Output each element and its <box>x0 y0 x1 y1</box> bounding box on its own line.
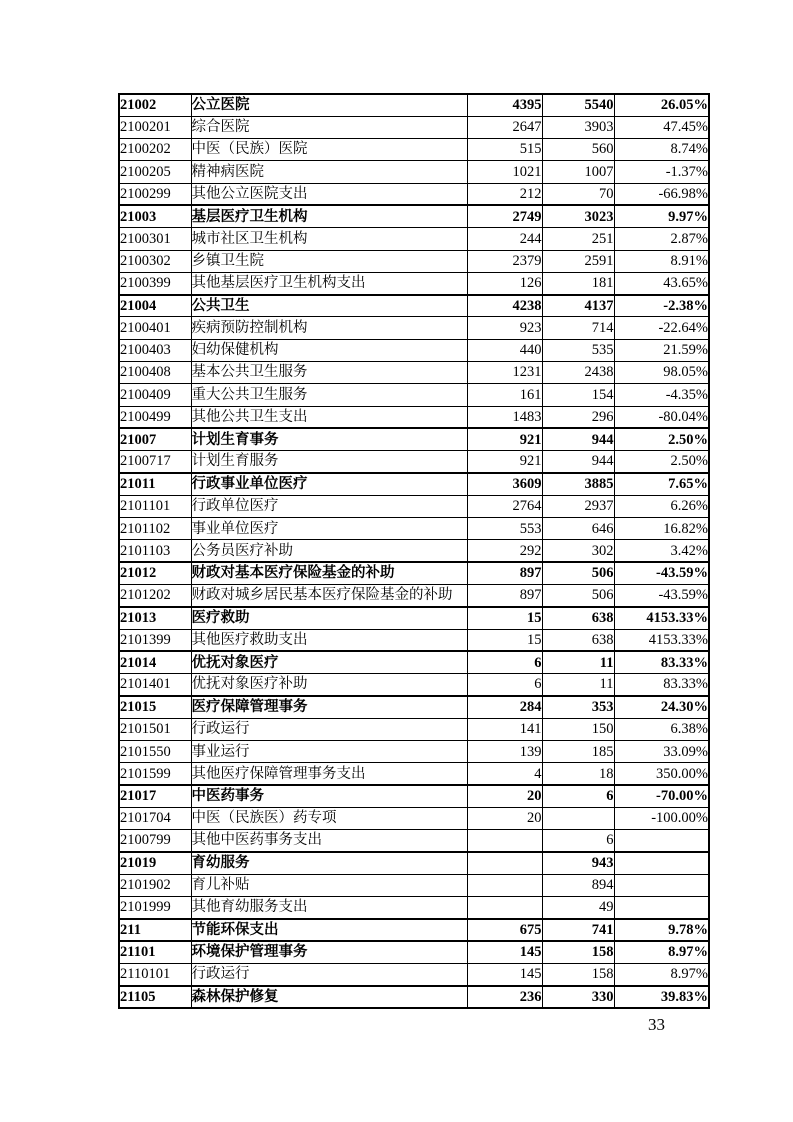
value-curr-cell: 296 <box>542 406 614 428</box>
value-prev-cell: 553 <box>467 518 542 540</box>
table-row <box>119 785 709 807</box>
value-curr-cell <box>542 808 614 830</box>
value-prev-cell: 515 <box>467 139 542 161</box>
value-curr-cell: 646 <box>542 518 614 540</box>
name-cell: 其他育幼服务支出 <box>191 897 467 919</box>
table-row <box>119 183 709 205</box>
change-pct-cell <box>614 852 709 874</box>
code-cell: 2101102 <box>119 518 191 540</box>
code-cell: 21003 <box>119 205 191 227</box>
value-curr-cell: 3903 <box>542 116 614 138</box>
table-row <box>119 585 709 607</box>
value-curr-cell: 11 <box>542 674 614 696</box>
table-row <box>119 161 709 183</box>
code-cell: 2100299 <box>119 183 191 205</box>
change-pct-cell: -70.00% <box>614 785 709 807</box>
name-cell: 精神病医院 <box>191 161 467 183</box>
name-cell: 森林保护修复 <box>191 986 467 1008</box>
value-prev-cell: 284 <box>467 696 542 718</box>
value-prev-cell: 4395 <box>467 94 542 116</box>
value-curr-cell: 330 <box>542 986 614 1008</box>
value-curr-cell: 894 <box>542 874 614 896</box>
budget-table <box>118 93 710 1009</box>
value-curr-cell: 353 <box>542 696 614 718</box>
name-cell: 城市社区卫生机构 <box>191 228 467 250</box>
table-row <box>119 674 709 696</box>
code-cell: 2100202 <box>119 139 191 161</box>
code-cell: 2100499 <box>119 406 191 428</box>
change-pct-cell: 6.26% <box>614 495 709 517</box>
code-cell: 2101550 <box>119 741 191 763</box>
value-curr-cell: 158 <box>542 964 614 986</box>
change-pct-cell: 9.78% <box>614 919 709 941</box>
value-curr-cell: 2438 <box>542 362 614 384</box>
value-prev-cell: 145 <box>467 964 542 986</box>
change-pct-cell: 21.59% <box>614 339 709 361</box>
table-row <box>119 473 709 495</box>
code-cell: 2100399 <box>119 272 191 294</box>
value-curr-cell: 251 <box>542 228 614 250</box>
value-curr-cell: 6 <box>542 830 614 852</box>
value-prev-cell: 6 <box>467 651 542 673</box>
name-cell: 基层医疗卫生机构 <box>191 205 467 227</box>
table-row <box>119 718 709 740</box>
code-cell: 21017 <box>119 785 191 807</box>
code-cell: 21011 <box>119 473 191 495</box>
change-pct-cell: 16.82% <box>614 518 709 540</box>
name-cell: 事业运行 <box>191 741 467 763</box>
table-row <box>119 228 709 250</box>
code-cell: 2100205 <box>119 161 191 183</box>
value-curr-cell: 3023 <box>542 205 614 227</box>
change-pct-cell: 43.65% <box>614 272 709 294</box>
value-prev-cell <box>467 897 542 919</box>
change-pct-cell: 83.33% <box>614 651 709 673</box>
code-cell: 2101101 <box>119 495 191 517</box>
value-prev-cell: 897 <box>467 585 542 607</box>
table-row <box>119 406 709 428</box>
name-cell: 妇幼保健机构 <box>191 339 467 361</box>
value-curr-cell: 150 <box>542 718 614 740</box>
code-cell: 2101401 <box>119 674 191 696</box>
value-prev-cell: 236 <box>467 986 542 1008</box>
code-cell: 2100401 <box>119 317 191 339</box>
change-pct-cell: 83.33% <box>614 674 709 696</box>
value-prev-cell: 145 <box>467 941 542 963</box>
value-curr-cell: 5540 <box>542 94 614 116</box>
table-row <box>119 250 709 272</box>
value-prev-cell: 921 <box>467 451 542 473</box>
value-prev-cell: 1231 <box>467 362 542 384</box>
value-prev-cell: 923 <box>467 317 542 339</box>
name-cell: 行政运行 <box>191 964 467 986</box>
change-pct-cell: 8.97% <box>614 941 709 963</box>
change-pct-cell: 350.00% <box>614 763 709 785</box>
change-pct-cell: 26.05% <box>614 94 709 116</box>
change-pct-cell: 24.30% <box>614 696 709 718</box>
code-cell: 2100409 <box>119 384 191 406</box>
table-row <box>119 295 709 317</box>
value-curr-cell: 2591 <box>542 250 614 272</box>
code-cell: 21013 <box>119 607 191 629</box>
change-pct-cell: 3.42% <box>614 540 709 562</box>
value-curr-cell: 154 <box>542 384 614 406</box>
change-pct-cell: 47.45% <box>614 116 709 138</box>
value-curr-cell: 181 <box>542 272 614 294</box>
change-pct-cell: 9.97% <box>614 205 709 227</box>
name-cell: 中医（民族）医院 <box>191 139 467 161</box>
name-cell: 优抚对象医疗补助 <box>191 674 467 696</box>
code-cell: 2100799 <box>119 830 191 852</box>
budget-table-body <box>119 94 709 1008</box>
name-cell: 事业单位医疗 <box>191 518 467 540</box>
change-pct-cell <box>614 830 709 852</box>
change-pct-cell: -100.00% <box>614 808 709 830</box>
change-pct-cell: -1.37% <box>614 161 709 183</box>
code-cell: 2101999 <box>119 897 191 919</box>
table-row <box>119 317 709 339</box>
change-pct-cell <box>614 874 709 896</box>
value-curr-cell: 741 <box>542 919 614 941</box>
table-row <box>119 629 709 651</box>
table-row <box>119 919 709 941</box>
value-prev-cell: 126 <box>467 272 542 294</box>
code-cell: 2101902 <box>119 874 191 896</box>
change-pct-cell: -22.64% <box>614 317 709 339</box>
change-pct-cell: -43.59% <box>614 562 709 584</box>
name-cell: 节能环保支出 <box>191 919 467 941</box>
code-cell: 2100717 <box>119 451 191 473</box>
value-curr-cell: 944 <box>542 428 614 450</box>
code-cell: 2101501 <box>119 718 191 740</box>
value-prev-cell: 2764 <box>467 495 542 517</box>
name-cell: 行政运行 <box>191 718 467 740</box>
change-pct-cell: -66.98% <box>614 183 709 205</box>
value-prev-cell <box>467 852 542 874</box>
value-prev-cell: 675 <box>467 919 542 941</box>
value-prev-cell: 1021 <box>467 161 542 183</box>
value-prev-cell: 161 <box>467 384 542 406</box>
code-cell: 2101103 <box>119 540 191 562</box>
change-pct-cell: 33.09% <box>614 741 709 763</box>
table-row <box>119 964 709 986</box>
table-row <box>119 428 709 450</box>
value-prev-cell: 20 <box>467 785 542 807</box>
code-cell: 21004 <box>119 295 191 317</box>
table-row <box>119 362 709 384</box>
change-pct-cell: 8.91% <box>614 250 709 272</box>
table-row <box>119 852 709 874</box>
name-cell: 医疗保障管理事务 <box>191 696 467 718</box>
value-prev-cell: 292 <box>467 540 542 562</box>
name-cell: 环境保护管理事务 <box>191 941 467 963</box>
value-curr-cell: 302 <box>542 540 614 562</box>
code-cell: 2100408 <box>119 362 191 384</box>
change-pct-cell: 4153.33% <box>614 629 709 651</box>
code-cell: 21101 <box>119 941 191 963</box>
change-pct-cell: -80.04% <box>614 406 709 428</box>
value-curr-cell: 4137 <box>542 295 614 317</box>
table-row <box>119 540 709 562</box>
value-prev-cell: 2749 <box>467 205 542 227</box>
table-row <box>119 941 709 963</box>
value-curr-cell: 49 <box>542 897 614 919</box>
change-pct-cell <box>614 897 709 919</box>
code-cell: 21105 <box>119 986 191 1008</box>
change-pct-cell: -4.35% <box>614 384 709 406</box>
table-row <box>119 562 709 584</box>
value-curr-cell: 1007 <box>542 161 614 183</box>
name-cell: 其他中医药事务支出 <box>191 830 467 852</box>
code-cell: 2101202 <box>119 585 191 607</box>
change-pct-cell: -43.59% <box>614 585 709 607</box>
name-cell: 计划生育事务 <box>191 428 467 450</box>
table-row <box>119 384 709 406</box>
value-prev-cell: 139 <box>467 741 542 763</box>
table-row <box>119 607 709 629</box>
change-pct-cell: 7.65% <box>614 473 709 495</box>
table-row <box>119 741 709 763</box>
value-prev-cell: 921 <box>467 428 542 450</box>
name-cell: 优抚对象医疗 <box>191 651 467 673</box>
value-curr-cell: 506 <box>542 585 614 607</box>
value-curr-cell: 11 <box>542 651 614 673</box>
value-prev-cell: 141 <box>467 718 542 740</box>
name-cell: 财政对城乡居民基本医疗保险基金的补助 <box>191 585 467 607</box>
table-row <box>119 205 709 227</box>
name-cell: 行政事业单位医疗 <box>191 473 467 495</box>
table-row <box>119 874 709 896</box>
name-cell: 公立医院 <box>191 94 467 116</box>
change-pct-cell: 4153.33% <box>614 607 709 629</box>
value-prev-cell: 4238 <box>467 295 542 317</box>
code-cell: 2100201 <box>119 116 191 138</box>
value-prev-cell: 2379 <box>467 250 542 272</box>
value-curr-cell: 714 <box>542 317 614 339</box>
table-row <box>119 808 709 830</box>
value-curr-cell: 2937 <box>542 495 614 517</box>
code-cell: 2100403 <box>119 339 191 361</box>
value-prev-cell: 6 <box>467 674 542 696</box>
value-prev-cell: 4 <box>467 763 542 785</box>
table-row <box>119 451 709 473</box>
name-cell: 育儿补贴 <box>191 874 467 896</box>
code-cell: 2110101 <box>119 964 191 986</box>
code-cell: 2100302 <box>119 250 191 272</box>
name-cell: 中医（民族医）药专项 <box>191 808 467 830</box>
change-pct-cell: 98.05% <box>614 362 709 384</box>
code-cell: 2100301 <box>119 228 191 250</box>
code-cell: 21007 <box>119 428 191 450</box>
value-prev-cell: 440 <box>467 339 542 361</box>
code-cell: 2101704 <box>119 808 191 830</box>
name-cell: 公共卫生 <box>191 295 467 317</box>
value-prev-cell: 3609 <box>467 473 542 495</box>
code-cell: 211 <box>119 919 191 941</box>
code-cell: 21002 <box>119 94 191 116</box>
table-row <box>119 986 709 1008</box>
name-cell: 其他医疗救助支出 <box>191 629 467 651</box>
name-cell: 重大公共卫生服务 <box>191 384 467 406</box>
value-curr-cell: 506 <box>542 562 614 584</box>
change-pct-cell: 39.83% <box>614 986 709 1008</box>
table-row <box>119 897 709 919</box>
table-row <box>119 763 709 785</box>
table-row <box>119 139 709 161</box>
table-row <box>119 830 709 852</box>
name-cell: 公务员医疗补助 <box>191 540 467 562</box>
code-cell: 21019 <box>119 852 191 874</box>
code-cell: 2101399 <box>119 629 191 651</box>
table-row <box>119 651 709 673</box>
value-curr-cell: 158 <box>542 941 614 963</box>
name-cell: 基本公共卫生服务 <box>191 362 467 384</box>
value-curr-cell: 560 <box>542 139 614 161</box>
value-prev-cell <box>467 874 542 896</box>
value-prev-cell: 20 <box>467 808 542 830</box>
name-cell: 综合医院 <box>191 116 467 138</box>
value-curr-cell: 535 <box>542 339 614 361</box>
code-cell: 2101599 <box>119 763 191 785</box>
value-prev-cell: 897 <box>467 562 542 584</box>
name-cell: 育幼服务 <box>191 852 467 874</box>
change-pct-cell: 8.74% <box>614 139 709 161</box>
change-pct-cell: 2.50% <box>614 451 709 473</box>
value-curr-cell: 185 <box>542 741 614 763</box>
name-cell: 行政单位医疗 <box>191 495 467 517</box>
value-curr-cell: 943 <box>542 852 614 874</box>
name-cell: 其他公共卫生支出 <box>191 406 467 428</box>
value-curr-cell: 6 <box>542 785 614 807</box>
name-cell: 计划生育服务 <box>191 451 467 473</box>
table-row <box>119 495 709 517</box>
table-row <box>119 696 709 718</box>
value-prev-cell: 2647 <box>467 116 542 138</box>
change-pct-cell: 2.50% <box>614 428 709 450</box>
value-prev-cell <box>467 830 542 852</box>
table-row <box>119 94 709 116</box>
value-prev-cell: 212 <box>467 183 542 205</box>
value-curr-cell: 944 <box>542 451 614 473</box>
table-row <box>119 116 709 138</box>
change-pct-cell: -2.38% <box>614 295 709 317</box>
value-curr-cell: 638 <box>542 629 614 651</box>
name-cell: 医疗救助 <box>191 607 467 629</box>
table-row <box>119 272 709 294</box>
name-cell: 中医药事务 <box>191 785 467 807</box>
code-cell: 21015 <box>119 696 191 718</box>
value-curr-cell: 70 <box>542 183 614 205</box>
code-cell: 21012 <box>119 562 191 584</box>
change-pct-cell: 8.97% <box>614 964 709 986</box>
table-row <box>119 339 709 361</box>
table-row <box>119 518 709 540</box>
name-cell: 财政对基本医疗保险基金的补助 <box>191 562 467 584</box>
value-prev-cell: 244 <box>467 228 542 250</box>
code-cell: 21014 <box>119 651 191 673</box>
name-cell: 其他公立医院支出 <box>191 183 467 205</box>
change-pct-cell: 2.87% <box>614 228 709 250</box>
value-prev-cell: 1483 <box>467 406 542 428</box>
value-prev-cell: 15 <box>467 607 542 629</box>
name-cell: 疾病预防控制机构 <box>191 317 467 339</box>
page-number: 33 <box>648 1015 665 1034</box>
name-cell: 其他医疗保障管理事务支出 <box>191 763 467 785</box>
name-cell: 其他基层医疗卫生机构支出 <box>191 272 467 294</box>
value-curr-cell: 18 <box>542 763 614 785</box>
value-curr-cell: 3885 <box>542 473 614 495</box>
change-pct-cell: 6.38% <box>614 718 709 740</box>
value-curr-cell: 638 <box>542 607 614 629</box>
value-prev-cell: 15 <box>467 629 542 651</box>
name-cell: 乡镇卫生院 <box>191 250 467 272</box>
